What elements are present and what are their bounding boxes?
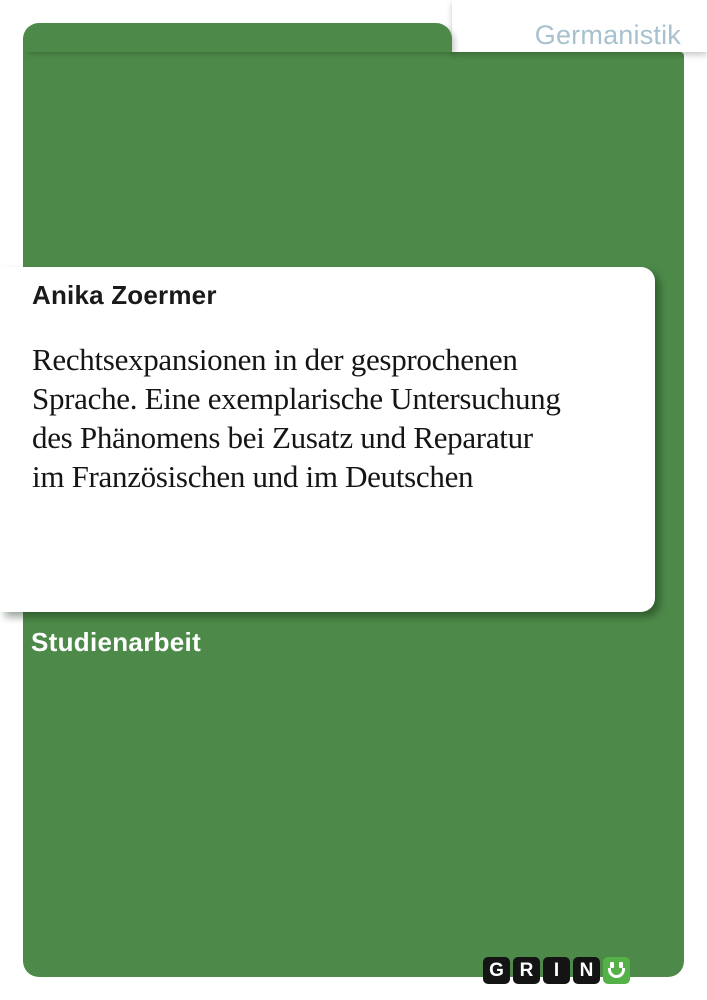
title-line-4: im Französischen und im Deutschen (32, 459, 474, 494)
cover-background-top-block (23, 23, 452, 52)
category-strip (452, 0, 707, 52)
category-label: Germanistik (534, 20, 681, 50)
author-name: Anika Zoermer (32, 280, 217, 310)
document-type-label: Studienarbeit (31, 627, 202, 657)
title-card (0, 267, 655, 612)
logo-letter-r: R (513, 957, 540, 984)
title-line-2: Sprache. Eine exemplarische Untersuchung (32, 381, 561, 416)
grin-logo (483, 957, 630, 984)
title-line-3: des Phänomens bei Zusatz und Reparatur (32, 420, 533, 455)
logo-letter-n: N (573, 957, 600, 984)
logo-letter-i: I (543, 957, 570, 984)
smiley-icon (603, 957, 630, 984)
smiley-mouth (608, 968, 625, 978)
logo-letter-g: G (483, 957, 510, 984)
book-title (32, 340, 615, 496)
title-line-1: Rechtsexpansionen in der gesprochenen (32, 342, 518, 377)
